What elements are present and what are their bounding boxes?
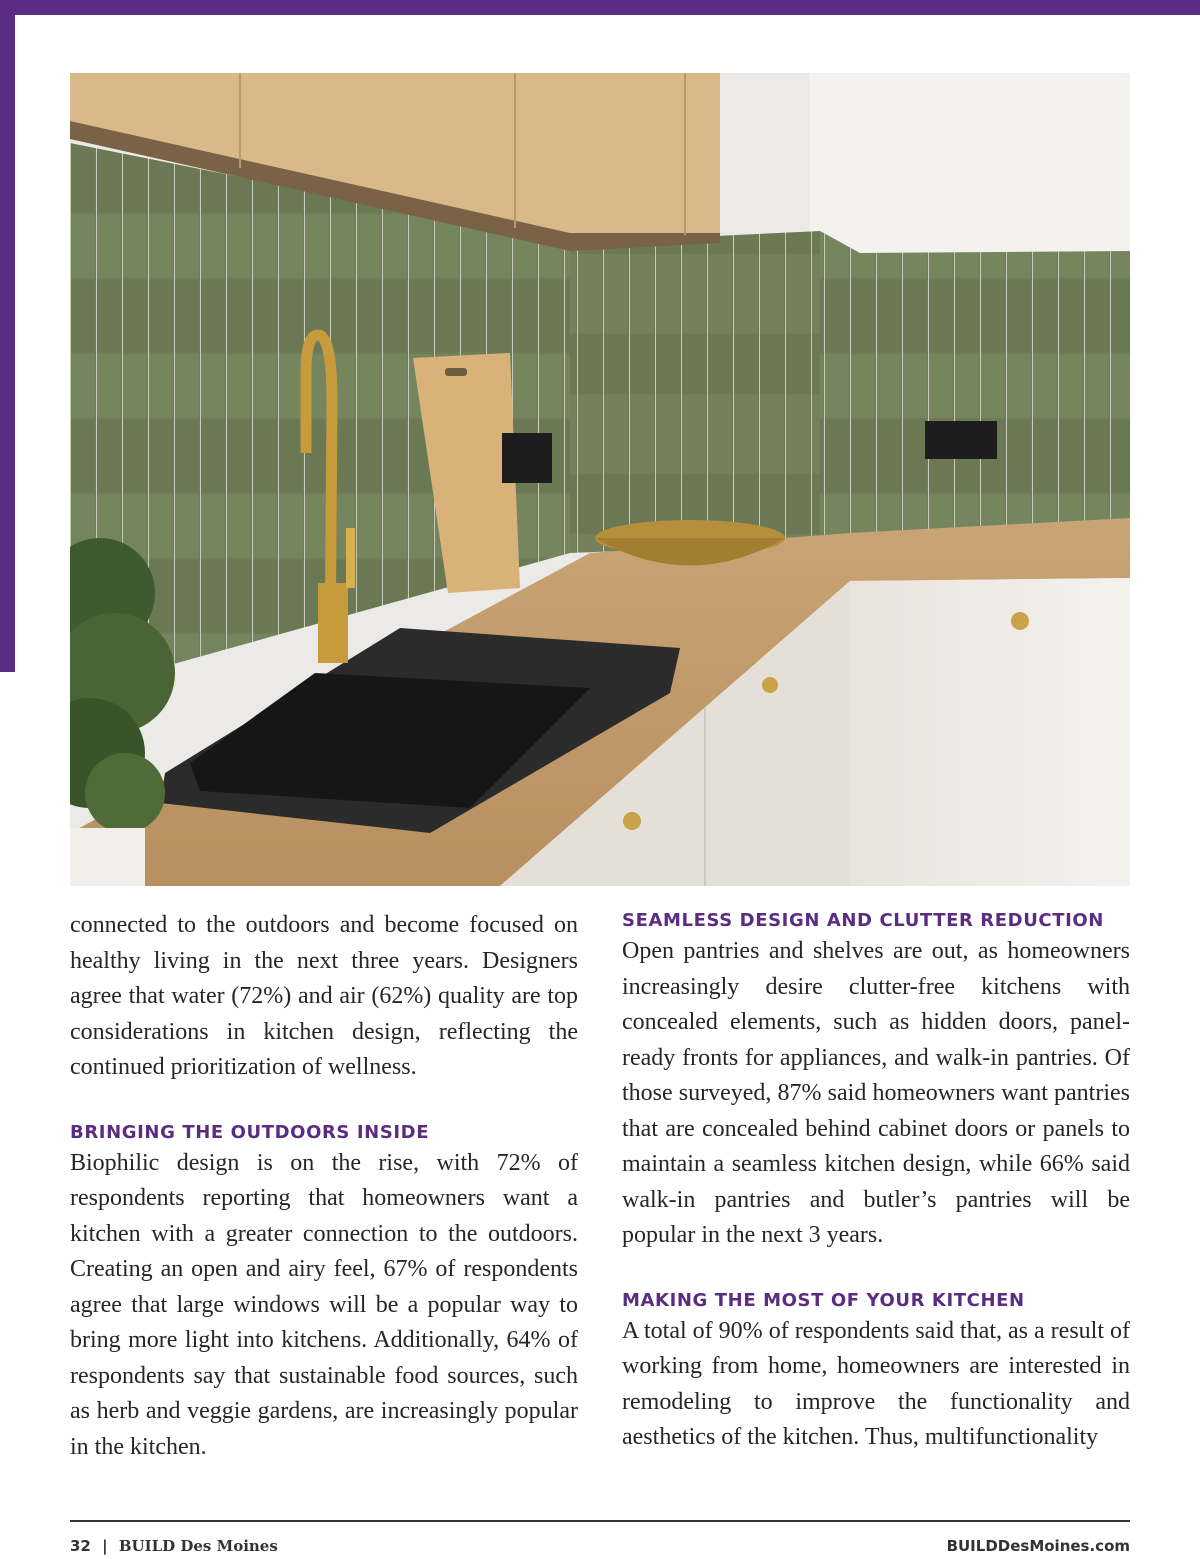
left-accent-bar [0,0,15,672]
footer-separator: | [102,1537,108,1555]
left-column [70,908,578,1465]
section-heading-outdoors: BRINGING THE OUTDOORS INSIDE [70,1121,430,1143]
intro-paragraph: connected to the outdoors and become focused on healthy living in the next three years. Designers agree that water (72%) and air (62%) quality are top considerations in kitchen design, reflecting the continued prioritization of wellness. [70,912,578,1080]
section-paragraph-most: A total of 90% of respondents said that, as a result of working from home, homeowners are interested in remodeling to improve the functionality and aesthetics of the kitchen. Thus, multifunctionality [622,1317,1130,1450]
section-paragraph-outdoors: Biophilic design is on the rise, with 72% of respondents reporting that homeowners want a kitchen with a greater connection to the outdoors. Creating an open and airy feel, 67% of respondents agree that large windows will be a popular way to bring more light into kitchens. Additionally, 64% of respondents say that sustainable food sources, such as herb and veggie gardens, are increasingly popular in the kitchen. [70,1149,578,1460]
publication-name: BUILD Des Moines [118,1537,278,1555]
right-column [622,908,1130,1456]
section-paragraph-seamless: Open pantries and shelves are out, as homeowners increasingly desire clutter-free kitchens with concealed elements, such as hidden doors, panel-ready fronts for appliances, and walk-in pantries. Of those surveyed, 87% said homeowners want pantries that are concealed behind cabinet doors or panels to maintain a seamless kitchen design, while 66% said walk-in pantries and butler’s pantries will be popular in the next 3 years. [622,938,1130,1248]
footer-left [70,1537,278,1555]
kitchen-photo [70,73,1130,886]
page-footer [70,1537,1130,1559]
page-number: 32 [70,1537,91,1555]
section-heading-seamless: SEAMLESS DESIGN AND CLUTTER REDUCTION [622,910,1104,931]
top-accent-bar [0,0,1200,15]
section-heading-most: MAKING THE MOST OF YOUR KITCHEN [622,1289,1025,1311]
footer-rule [70,1520,1130,1522]
website-link[interactable]: BUILDDesMoines.com [946,1537,1130,1555]
